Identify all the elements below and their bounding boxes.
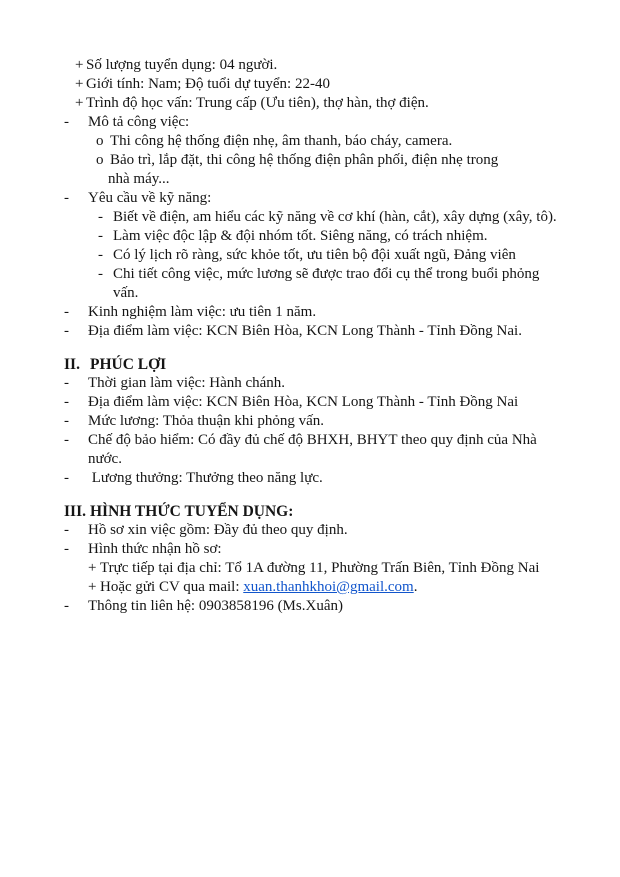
bullet-marker: - <box>98 209 103 225</box>
bullet-marker: o <box>96 133 104 149</box>
line-text: Trực tiếp tại địa chỉ: Tổ 1A đường 11, Phường Trấn Biên, Tỉnh Đồng Nai <box>100 560 540 576</box>
bullet-marker: + <box>88 579 97 595</box>
bullet-marker: - <box>64 394 69 410</box>
email-link[interactable]: xuan.thanhkhoi@gmail.com <box>243 579 414 595</box>
line-text: Mô tả công việc: <box>88 114 190 130</box>
doc-line <box>64 113 604 132</box>
doc-line <box>64 412 604 431</box>
doc-line <box>75 75 604 94</box>
line-text: Bảo trì, lắp đặt, thi công hệ thống điện phân phối, điện nhẹ trong <box>110 152 499 168</box>
doc-line <box>108 170 604 189</box>
bullet-marker: - <box>64 432 69 448</box>
doc-line <box>98 227 604 246</box>
line-text: Kinh nghiệm làm việc: ưu tiên 1 năm. <box>88 304 317 320</box>
bullet-marker: + <box>75 57 84 73</box>
section-heading <box>64 355 604 374</box>
bullet-marker: + <box>88 560 97 576</box>
section-heading <box>64 502 604 521</box>
bullet-marker: - <box>98 228 103 244</box>
line-text: Lương thưởng: Thưởng theo năng lực. <box>88 470 323 486</box>
doc-line <box>64 597 604 616</box>
line-text: Hồ sơ xin việc gồm: Đầy đủ theo quy định. <box>88 522 348 538</box>
doc-line <box>96 151 604 170</box>
line-text: Địa điểm làm việc: KCN Biên Hòa, KCN Long Thành - Tỉnh Đồng Nai <box>88 394 519 410</box>
section-title: HÌNH THỨC TUYỂN DỤNG: <box>90 503 294 520</box>
line-text: Thông tin liên hệ: 0903858196 (Ms.Xuân) <box>88 598 343 614</box>
section-title: PHÚC LỢI <box>90 356 167 373</box>
bullet-marker: - <box>64 190 69 206</box>
doc-line <box>64 393 604 412</box>
doc-line <box>75 56 604 75</box>
bullet-marker: o <box>96 152 104 168</box>
doc-line <box>64 431 604 450</box>
line-text: Thi công hệ thống điện nhẹ, âm thanh, báo cháy, camera. <box>110 133 453 149</box>
line-text: Trình độ học vấn: Trung cấp (Ưu tiên), thợ hàn, thợ điện. <box>86 95 429 111</box>
bullet-marker: - <box>64 114 69 130</box>
doc-line <box>98 208 604 227</box>
line-text: Chế độ bảo hiểm: Có đầy đủ chế độ BHXH, BHYT theo quy định của Nhà <box>88 432 537 448</box>
line-text: Giới tính: Nam; Độ tuổi dự tuyển: 22-40 <box>86 76 330 92</box>
line-text: Làm việc độc lập & đội nhóm tốt. Siêng năng, có trách nhiệm. <box>113 228 488 244</box>
line-text: vấn. <box>113 285 139 301</box>
line-text: Thời gian làm việc: Hành chánh. <box>88 375 286 391</box>
line-text: Chi tiết công việc, mức lương sẽ được trao đổi cụ thể trong buổi phỏng <box>113 266 540 282</box>
bullet-marker: - <box>64 598 69 614</box>
bullet-marker: - <box>98 266 103 282</box>
line-text: Địa điểm làm việc: KCN Biên Hòa, KCN Long Thành - Tỉnh Đồng Nai. <box>88 323 522 339</box>
doc-line <box>75 94 604 113</box>
doc-line <box>96 132 604 151</box>
bullet-marker: - <box>64 413 69 429</box>
section-number: II. <box>64 356 80 373</box>
line-text: Yêu cầu về kỹ năng: <box>88 190 212 206</box>
doc-line <box>64 189 604 208</box>
doc-line <box>64 303 604 322</box>
bullet-marker: - <box>64 323 69 339</box>
bullet-marker: - <box>64 470 69 486</box>
doc-line <box>64 322 604 341</box>
bullet-marker: + <box>75 76 84 92</box>
doc-line <box>64 540 604 559</box>
line-text: Hoặc gửi CV qua mail: <box>100 579 244 595</box>
bullet-marker: - <box>64 522 69 538</box>
doc-line <box>98 265 604 284</box>
line-text: nước. <box>88 451 122 467</box>
bullet-marker: + <box>75 95 84 111</box>
line-text: nhà máy... <box>108 171 170 187</box>
section-number: III. <box>64 503 86 520</box>
line-text: . <box>413 579 418 595</box>
doc-line <box>98 246 604 265</box>
line-text: Mức lương: Thỏa thuận khi phỏng vấn. <box>88 413 324 429</box>
doc-line <box>64 374 604 393</box>
line-text: Biết về điện, am hiểu các kỹ năng về cơ khí (hàn, cắt), xây dựng (xây, tô). <box>113 209 557 225</box>
doc-line <box>113 284 604 303</box>
doc-line <box>88 559 604 578</box>
doc-line <box>88 450 604 469</box>
bullet-marker: - <box>64 304 69 320</box>
doc-line <box>64 469 604 488</box>
bullet-marker: - <box>64 375 69 391</box>
bullet-marker: - <box>98 247 103 263</box>
doc-line <box>88 578 604 597</box>
bullet-marker: - <box>64 541 69 557</box>
line-text: Có lý lịch rõ ràng, sức khỏe tốt, ưu tiên bộ đội xuất ngũ, Đảng viên <box>113 247 516 263</box>
doc-line <box>64 521 604 540</box>
line-text: Số lượng tuyển dụng: 04 người. <box>86 57 278 73</box>
line-text: Hình thức nhận hồ sơ: <box>88 541 222 557</box>
